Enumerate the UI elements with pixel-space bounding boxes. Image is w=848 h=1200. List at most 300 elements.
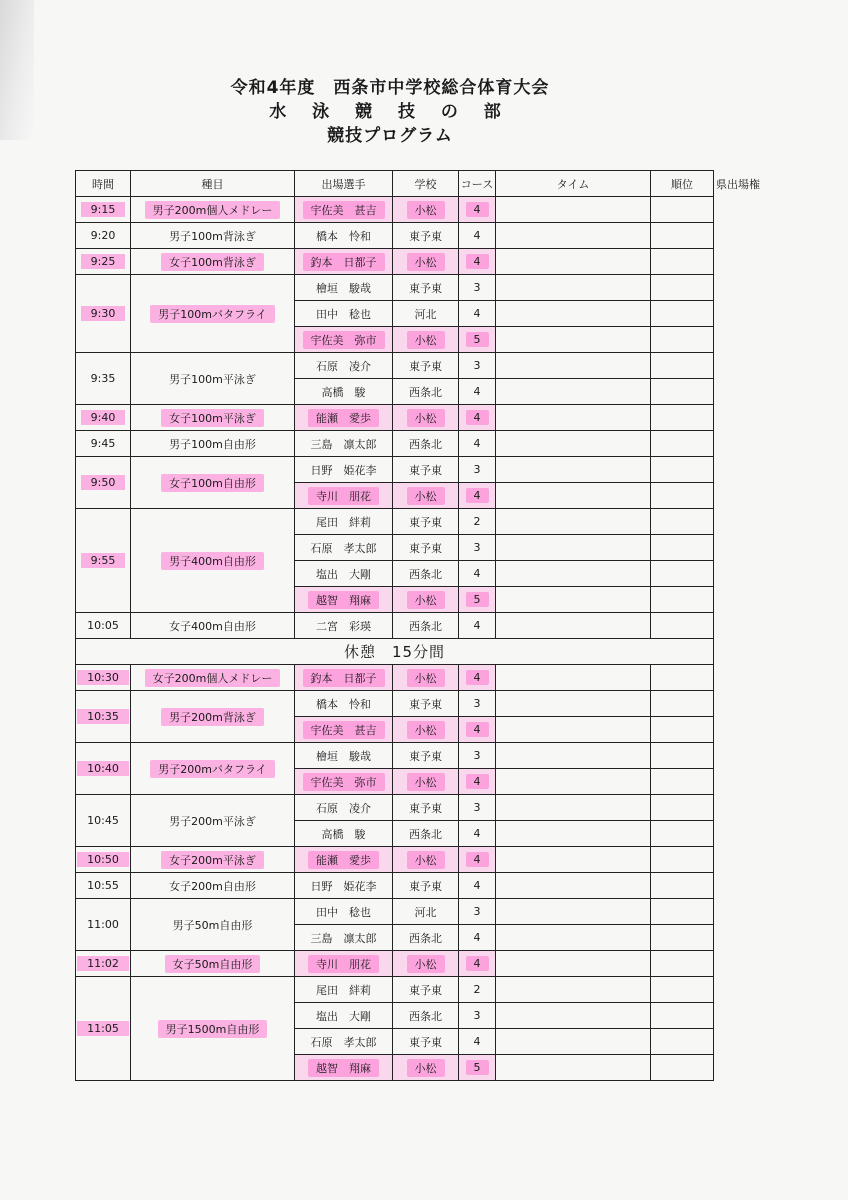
event-time-cell xyxy=(76,405,131,431)
athlete-lane: 3 xyxy=(473,697,481,710)
athlete-school-cell xyxy=(393,847,459,873)
athlete-school-cell xyxy=(393,509,459,535)
athlete-school-cell xyxy=(393,405,459,431)
result-time-cell xyxy=(496,457,651,483)
athlete-school: 西条北 xyxy=(409,437,442,451)
event-name: 男子200m平泳ぎ xyxy=(169,814,256,828)
rank-cell xyxy=(651,301,714,327)
event-name-cell xyxy=(131,847,295,873)
athlete-name-cell xyxy=(295,691,393,717)
athlete-school: 西条北 xyxy=(409,619,442,633)
athlete-lane-cell xyxy=(459,587,496,613)
event-name-cell xyxy=(131,665,295,691)
athlete-name: 越智 翔麻 xyxy=(308,1059,379,1077)
event-name: 男子100m平泳ぎ xyxy=(169,372,256,386)
result-time-cell xyxy=(496,249,651,275)
rank-cell xyxy=(651,899,714,925)
rank-cell xyxy=(651,847,714,873)
athlete-lane-cell xyxy=(459,197,496,223)
rank-cell xyxy=(651,561,714,587)
rank-cell xyxy=(651,431,714,457)
result-time-cell xyxy=(496,1003,651,1029)
event-name-cell xyxy=(131,951,295,977)
athlete-name: 寺川 朋花 xyxy=(308,955,379,973)
athlete-lane: 4 xyxy=(473,307,481,320)
athlete-school-cell xyxy=(393,379,459,405)
event-name: 女子100m自由形 xyxy=(161,474,264,492)
event-time: 10:30 xyxy=(77,670,129,685)
athlete-name-cell xyxy=(295,587,393,613)
rank-cell xyxy=(651,717,714,743)
athlete-name: 越智 翔麻 xyxy=(308,591,379,609)
event-name: 女子50m自由形 xyxy=(165,955,261,973)
event-name: 男子200m背泳ぎ xyxy=(161,708,264,726)
event-time-cell xyxy=(76,613,131,639)
athlete-name: 石原 孝太郎 xyxy=(310,1035,377,1049)
result-time-cell xyxy=(496,951,651,977)
rank-cell xyxy=(651,821,714,847)
rank-cell xyxy=(651,795,714,821)
athlete-lane-cell xyxy=(459,379,496,405)
rank-cell xyxy=(651,743,714,769)
table-row xyxy=(76,457,714,483)
athlete-lane: 3 xyxy=(473,801,481,814)
table-row xyxy=(76,223,714,249)
event-name: 女子100m背泳ぎ xyxy=(161,253,264,271)
athlete-school: 河北 xyxy=(414,307,437,321)
event-time-cell xyxy=(76,665,131,691)
athlete-lane: 4 xyxy=(473,827,481,840)
header-event: 種目 xyxy=(131,171,295,197)
event-name-cell xyxy=(131,795,295,847)
athlete-name-cell xyxy=(295,795,393,821)
rank-cell xyxy=(651,1029,714,1055)
athlete-school: 小松 xyxy=(407,1059,445,1077)
athlete-school: 小松 xyxy=(407,669,445,687)
rank-cell xyxy=(651,275,714,301)
rank-cell xyxy=(651,535,714,561)
athlete-name: 石原 凌介 xyxy=(316,801,371,815)
rank-cell xyxy=(651,353,714,379)
title-line-1: 令和4年度 西条市中学校総合体育大会 xyxy=(230,78,550,98)
athlete-name-cell xyxy=(295,275,393,301)
event-name: 男子50m自由形 xyxy=(172,918,253,932)
event-time: 10:55 xyxy=(87,879,119,892)
event-time-cell xyxy=(76,509,131,613)
athlete-name: 宇佐美 甚吉 xyxy=(303,201,385,219)
rank-cell xyxy=(651,509,714,535)
athlete-lane: 3 xyxy=(473,749,481,762)
athlete-name-cell xyxy=(295,483,393,509)
rank-cell xyxy=(651,457,714,483)
athlete-name: 宇佐美 甚吉 xyxy=(303,721,385,739)
athlete-school: 小松 xyxy=(407,851,445,869)
event-time: 10:35 xyxy=(77,709,129,724)
athlete-lane-cell xyxy=(459,431,496,457)
header-lane: コース xyxy=(459,171,496,197)
athlete-school: 東予東 xyxy=(409,541,442,555)
event-name: 男子200m個人メドレー xyxy=(145,201,281,219)
athlete-lane: 4 xyxy=(473,229,481,242)
result-time-cell xyxy=(496,873,651,899)
event-time: 10:50 xyxy=(77,852,129,867)
athlete-school-cell xyxy=(393,821,459,847)
athlete-lane-cell xyxy=(459,301,496,327)
athlete-lane-cell xyxy=(459,925,496,951)
rank-cell xyxy=(651,587,714,613)
table-row xyxy=(76,613,714,639)
event-time: 9:20 xyxy=(90,229,116,242)
event-time: 9:15 xyxy=(81,202,126,217)
athlete-school-cell xyxy=(393,899,459,925)
athlete-lane-cell xyxy=(459,457,496,483)
event-time-cell xyxy=(76,353,131,405)
athlete-name: 二宮 彩瑛 xyxy=(316,619,371,633)
athlete-lane-cell xyxy=(459,1029,496,1055)
athlete-lane-cell xyxy=(459,743,496,769)
result-time-cell xyxy=(496,379,651,405)
result-time-cell xyxy=(496,223,651,249)
rank-cell xyxy=(651,769,714,795)
athlete-name-cell xyxy=(295,665,393,691)
athlete-lane-cell xyxy=(459,951,496,977)
event-name-cell xyxy=(131,873,295,899)
athlete-lane-cell xyxy=(459,483,496,509)
athlete-lane-cell xyxy=(459,327,496,353)
rank-cell xyxy=(651,873,714,899)
table-row xyxy=(76,197,714,223)
athlete-name: 石原 凌介 xyxy=(316,359,371,373)
event-time-cell xyxy=(76,197,131,223)
athlete-school: 東予東 xyxy=(409,697,442,711)
athlete-school: 小松 xyxy=(407,331,445,349)
athlete-name: 塩出 大剛 xyxy=(316,567,371,581)
event-name: 女子100m平泳ぎ xyxy=(161,409,264,427)
athlete-name-cell xyxy=(295,899,393,925)
event-time: 10:40 xyxy=(77,761,129,776)
event-time: 9:40 xyxy=(81,410,126,425)
events-before-break xyxy=(76,197,714,639)
athlete-school-cell xyxy=(393,951,459,977)
rank-cell xyxy=(651,691,714,717)
athlete-name-cell xyxy=(295,743,393,769)
break-label: 休憩 15分間 xyxy=(76,639,714,665)
event-name-cell xyxy=(131,691,295,743)
athlete-name-cell xyxy=(295,1029,393,1055)
athlete-name-cell xyxy=(295,873,393,899)
event-time-cell xyxy=(76,743,131,795)
athlete-school-cell xyxy=(393,795,459,821)
athlete-school-cell xyxy=(393,873,459,899)
rank-cell xyxy=(651,405,714,431)
event-name-cell xyxy=(131,353,295,405)
athlete-school-cell xyxy=(393,717,459,743)
athlete-lane: 2 xyxy=(473,515,481,528)
athlete-name-cell xyxy=(295,223,393,249)
event-name-cell xyxy=(131,249,295,275)
event-name-cell xyxy=(131,977,295,1081)
event-time: 11:02 xyxy=(77,956,129,971)
table-row xyxy=(76,951,714,977)
athlete-name-cell xyxy=(295,613,393,639)
athlete-lane: 4 xyxy=(473,385,481,398)
result-time-cell xyxy=(496,821,651,847)
athlete-lane: 4 xyxy=(466,774,489,789)
event-time: 9:45 xyxy=(90,437,116,450)
result-time-cell xyxy=(496,899,651,925)
athlete-school-cell xyxy=(393,327,459,353)
athlete-lane-cell xyxy=(459,275,496,301)
athlete-lane-cell xyxy=(459,847,496,873)
athlete-name-cell xyxy=(295,847,393,873)
athlete-lane-cell xyxy=(459,821,496,847)
athlete-school-cell xyxy=(393,431,459,457)
athlete-school-cell xyxy=(393,665,459,691)
athlete-name: 田中 稔也 xyxy=(316,905,371,919)
athlete-name: 橋本 怜和 xyxy=(316,697,371,711)
event-time-cell xyxy=(76,899,131,951)
athlete-school: 小松 xyxy=(407,201,445,219)
document-title xyxy=(200,76,580,148)
break-row xyxy=(76,639,714,665)
athlete-school: 東予東 xyxy=(409,463,442,477)
athlete-lane: 3 xyxy=(473,463,481,476)
table-row xyxy=(76,691,714,717)
rank-cell xyxy=(651,977,714,1003)
rank-cell xyxy=(651,197,714,223)
athlete-name: 檜垣 駿哉 xyxy=(316,281,371,295)
result-time-cell xyxy=(496,561,651,587)
event-name-cell xyxy=(131,431,295,457)
athlete-name: 宇佐美 弥市 xyxy=(303,773,385,791)
athlete-school-cell xyxy=(393,483,459,509)
athlete-name: 橋本 怜和 xyxy=(316,229,371,243)
rank-cell xyxy=(651,925,714,951)
athlete-lane: 4 xyxy=(473,619,481,632)
athlete-lane: 5 xyxy=(466,592,489,607)
table-row xyxy=(76,405,714,431)
athlete-name: 三島 凛太郎 xyxy=(310,931,377,945)
event-name: 女子200m平泳ぎ xyxy=(161,851,264,869)
athlete-lane: 4 xyxy=(473,879,481,892)
athlete-lane: 4 xyxy=(466,202,489,217)
event-time: 11:00 xyxy=(87,918,119,931)
athlete-name-cell xyxy=(295,977,393,1003)
event-name-cell xyxy=(131,405,295,431)
result-time-cell xyxy=(496,977,651,1003)
table-row xyxy=(76,977,714,1003)
athlete-lane-cell xyxy=(459,223,496,249)
athlete-school: 小松 xyxy=(407,487,445,505)
athlete-school: 小松 xyxy=(407,955,445,973)
athlete-name: 檜垣 駿哉 xyxy=(316,749,371,763)
header-time: 時間 xyxy=(76,171,131,197)
table-row xyxy=(76,249,714,275)
athlete-lane-cell xyxy=(459,353,496,379)
athlete-lane-cell xyxy=(459,613,496,639)
result-time-cell xyxy=(496,483,651,509)
athlete-school-cell xyxy=(393,769,459,795)
athlete-school: 東予東 xyxy=(409,983,442,997)
rank-cell xyxy=(651,483,714,509)
athlete-school-cell xyxy=(393,457,459,483)
athlete-school: 西条北 xyxy=(409,567,442,581)
athlete-lane: 3 xyxy=(473,541,481,554)
athlete-lane: 4 xyxy=(466,410,489,425)
athlete-school-cell xyxy=(393,249,459,275)
event-name: 女子400m自由形 xyxy=(169,619,256,633)
event-name: 男子100mバタフライ xyxy=(150,305,274,323)
athlete-school: 小松 xyxy=(407,409,445,427)
event-name-cell xyxy=(131,197,295,223)
event-time-cell xyxy=(76,223,131,249)
event-time-cell xyxy=(76,847,131,873)
event-time-cell xyxy=(76,431,131,457)
athlete-name-cell xyxy=(295,353,393,379)
athlete-name-cell xyxy=(295,327,393,353)
athlete-name: 尾田 絆莉 xyxy=(316,515,371,529)
event-time-cell xyxy=(76,977,131,1081)
athlete-school: 河北 xyxy=(414,905,437,919)
athlete-lane: 3 xyxy=(473,1009,481,1022)
athlete-name-cell xyxy=(295,561,393,587)
event-time: 9:35 xyxy=(90,372,116,385)
athlete-lane: 4 xyxy=(466,956,489,971)
athlete-lane: 5 xyxy=(466,332,489,347)
athlete-name: 三島 凛太郎 xyxy=(310,437,377,451)
athlete-lane: 3 xyxy=(473,359,481,372)
athlete-school: 西条北 xyxy=(409,827,442,841)
rank-cell xyxy=(651,1055,714,1081)
result-time-cell xyxy=(496,665,651,691)
athlete-lane: 2 xyxy=(473,983,481,996)
event-name-cell xyxy=(131,275,295,353)
event-name-cell xyxy=(131,457,295,509)
event-name-cell xyxy=(131,743,295,795)
result-time-cell xyxy=(496,769,651,795)
event-time: 9:30 xyxy=(81,306,126,321)
result-time-cell xyxy=(496,353,651,379)
event-name: 男子100m背泳ぎ xyxy=(169,229,256,243)
title-line-3: 競技プログラム xyxy=(327,126,453,146)
result-time-cell xyxy=(496,301,651,327)
athlete-name: 石原 孝太郎 xyxy=(310,541,377,555)
athlete-name: 能瀬 愛歩 xyxy=(308,851,379,869)
event-time-cell xyxy=(76,691,131,743)
athlete-school-cell xyxy=(393,275,459,301)
athlete-lane: 4 xyxy=(466,670,489,685)
athlete-school-cell xyxy=(393,1003,459,1029)
table-row xyxy=(76,899,714,925)
result-time-cell xyxy=(496,691,651,717)
event-name: 男子100m自由形 xyxy=(169,437,256,451)
rank-cell xyxy=(651,1003,714,1029)
rank-cell xyxy=(651,327,714,353)
header-athlete: 出場選手 xyxy=(295,171,393,197)
result-time-cell xyxy=(496,509,651,535)
event-time: 9:25 xyxy=(81,254,126,269)
athlete-name: 釣本 日都子 xyxy=(303,669,385,687)
athlete-school: 西条北 xyxy=(409,931,442,945)
athlete-school-cell xyxy=(393,1029,459,1055)
athlete-school: 小松 xyxy=(407,773,445,791)
athlete-lane-cell xyxy=(459,769,496,795)
header-school: 学校 xyxy=(393,171,459,197)
rank-cell xyxy=(651,379,714,405)
athlete-school-cell xyxy=(393,1055,459,1081)
header-row xyxy=(76,171,714,197)
athlete-name-cell xyxy=(295,301,393,327)
athlete-name: 釣本 日都子 xyxy=(303,253,385,271)
athlete-lane-cell xyxy=(459,249,496,275)
athlete-name-cell xyxy=(295,405,393,431)
table-row xyxy=(76,353,714,379)
title-line-2: 水 泳 競 技 の 部 xyxy=(269,102,511,122)
athlete-lane-cell xyxy=(459,561,496,587)
table-row xyxy=(76,795,714,821)
result-time-cell xyxy=(496,535,651,561)
athlete-name: 高橋 駿 xyxy=(321,827,366,841)
athlete-name-cell xyxy=(295,431,393,457)
athlete-name-cell xyxy=(295,1055,393,1081)
athlete-lane-cell xyxy=(459,665,496,691)
event-time: 9:55 xyxy=(81,553,126,568)
event-name-cell xyxy=(131,509,295,613)
athlete-lane: 4 xyxy=(466,488,489,503)
athlete-lane-cell xyxy=(459,1055,496,1081)
result-time-cell xyxy=(496,1055,651,1081)
athlete-school-cell xyxy=(393,743,459,769)
athlete-name-cell xyxy=(295,925,393,951)
athlete-lane: 3 xyxy=(473,905,481,918)
athlete-school: 小松 xyxy=(407,253,445,271)
rank-cell xyxy=(651,665,714,691)
result-time-cell xyxy=(496,327,651,353)
athlete-name: 塩出 大剛 xyxy=(316,1009,371,1023)
athlete-lane: 3 xyxy=(473,281,481,294)
athlete-school: 東予東 xyxy=(409,749,442,763)
event-time-cell xyxy=(76,951,131,977)
athlete-name-cell xyxy=(295,1003,393,1029)
table-row xyxy=(76,275,714,301)
athlete-school-cell xyxy=(393,977,459,1003)
result-time-cell xyxy=(496,431,651,457)
athlete-school-cell xyxy=(393,301,459,327)
athlete-school: 東予東 xyxy=(409,359,442,373)
athlete-school: 東予東 xyxy=(409,1035,442,1049)
header-rank: 順位 xyxy=(651,171,714,197)
table-row xyxy=(76,873,714,899)
athlete-name: 寺川 朋花 xyxy=(308,487,379,505)
rank-cell xyxy=(651,613,714,639)
athlete-name-cell xyxy=(295,457,393,483)
event-time-cell xyxy=(76,795,131,847)
athlete-lane-cell xyxy=(459,795,496,821)
athlete-name-cell xyxy=(295,951,393,977)
event-time-cell xyxy=(76,249,131,275)
event-name-cell xyxy=(131,613,295,639)
athlete-school-cell xyxy=(393,535,459,561)
event-time-cell xyxy=(76,275,131,353)
athlete-lane-cell xyxy=(459,691,496,717)
result-time-cell xyxy=(496,405,651,431)
athlete-school: 東予東 xyxy=(409,515,442,529)
event-time: 9:50 xyxy=(81,475,126,490)
athlete-lane-cell xyxy=(459,899,496,925)
event-time-cell xyxy=(76,873,131,899)
result-time-cell xyxy=(496,275,651,301)
table-row xyxy=(76,847,714,873)
